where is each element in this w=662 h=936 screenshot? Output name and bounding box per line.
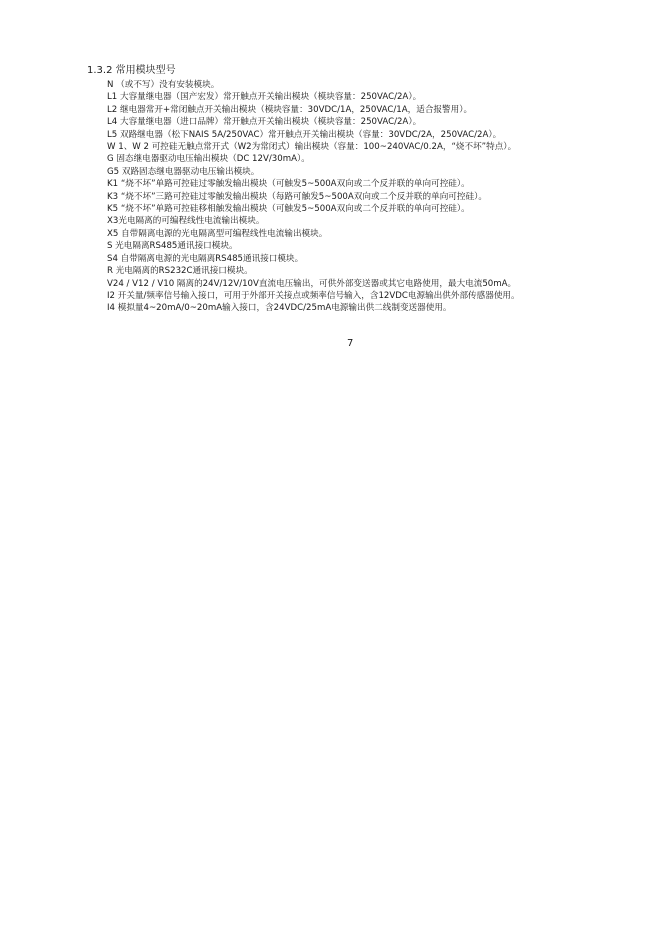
module-item-g: G 固态继电器驱动电压输出模块（DC 12V/30mA）。 bbox=[107, 154, 310, 165]
module-item-v24-v12-v10: V24 / V12 / V10 隔离的24V/12V/10V直流电压输出，可供外部变送器或其它电路使用，最大电流50mA。 bbox=[107, 278, 517, 289]
module-item-k5: K5 “烧不坏”单路可控硅移相触发输出模块（可触发5~500A双向或二个反并联的单向可控硅）。 bbox=[107, 204, 470, 215]
module-item-i4: I4 模拟量4~20mA/0~20mA输入接口，含24VDC/25mA电源输出供二线制变送器使用。 bbox=[107, 303, 452, 314]
module-item-s: S 光电隔离RS485通讯接口模块。 bbox=[107, 241, 238, 252]
module-item-l1: L1 大容量继电器（国产宏发）常开触点开关输出模块（模块容量：250VAC/2A）。 bbox=[107, 92, 422, 103]
module-item-k3: K3 “烧不坏”三路可控硅过零触发输出模块（每路可触发5~500A双向或二个反并联的单向可控硅）。 bbox=[107, 191, 487, 202]
module-item-x3: X3光电隔离的可编程线性电流输出模块。 bbox=[107, 216, 265, 227]
module-item-s4: S4 自带隔离电源的光电隔离RS485通讯接口模块。 bbox=[107, 253, 304, 264]
module-item-l2: L2 继电器常开+常闭触点开关输出模块（模块容量：30VDC/1A，250VAC/1A，适合报警用）。 bbox=[107, 104, 473, 115]
module-item-k1: K1 “烧不坏”单路可控硅过零触发输出模块（可触发5~500A双向或二个反并联的单向可控硅）。 bbox=[107, 179, 470, 190]
page-number: 7 bbox=[347, 338, 354, 349]
module-item-g5: G5 双路固态继电器驱动电压输出模块。 bbox=[107, 166, 260, 177]
module-item-w1-w2: W 1、W 2 可控硅无触点常开式（W2为常闭式）输出模块（容量：100~240VAC/0.2A，“烧不坏”特点）。 bbox=[107, 142, 517, 153]
module-item-l5: L5 双路继电器（松下NAIS 5A/250VAC）常开触点开关输出模块（容量：30VDC/2A，250VAC/2A）。 bbox=[107, 129, 502, 140]
module-item-n: N （或不写）没有安装模块。 bbox=[107, 80, 220, 90]
module-item-x5: X5 自带隔离电源的光电隔离型可编程线性电流输出模块。 bbox=[107, 228, 328, 239]
module-item-l4: L4 大容量继电器（进口品牌）常开触点开关输出模块（模块容量：250VAC/2A）。 bbox=[107, 117, 422, 128]
section-heading: 1.3.2 常用模块型号 bbox=[87, 65, 176, 76]
module-item-i2: I2 开关量/频率信号输入接口，可用于外部开关接点或频率信号输入，含12VDC电源输出供外部传感器使用。 bbox=[107, 290, 520, 301]
module-item-r: R 光电隔离的RS232C通讯接口模块。 bbox=[107, 266, 253, 277]
module-list bbox=[107, 79, 520, 315]
